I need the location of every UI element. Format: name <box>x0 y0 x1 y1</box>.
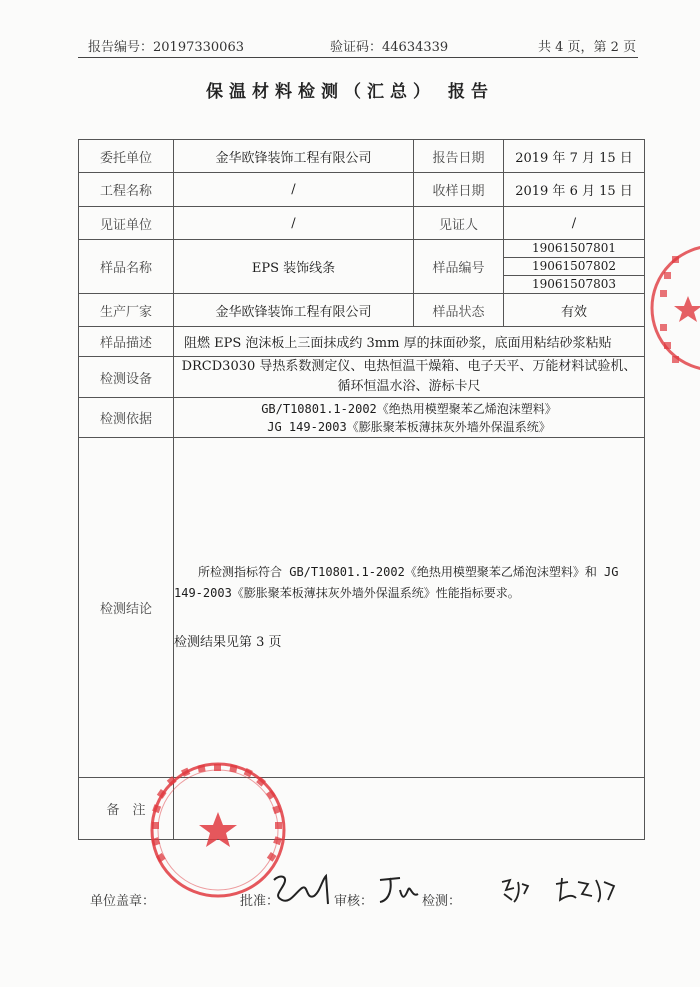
sample-no-label: 样品编号 <box>414 240 504 294</box>
sample-no-cell <box>504 240 645 294</box>
review-label: 审核： <box>334 894 374 909</box>
witness-unit-label: 见证单位 <box>79 207 174 240</box>
equipment-label: 检测设备 <box>79 357 174 398</box>
basis-line-1: GB/T10801.1-2002《绝热用模塑聚苯乙烯泡沫塑料》 <box>261 401 557 416</box>
official-seal-icon <box>148 760 288 900</box>
sample-state-value: 有效 <box>504 294 645 327</box>
witness-label: 见证人 <box>414 207 504 240</box>
test-label: 检测： <box>422 894 462 909</box>
sample-name-value: EPS 装饰线条 <box>174 240 414 294</box>
tester-signature-icon <box>496 874 620 908</box>
manufacturer-value: 金华欧锋装饰工程有限公司 <box>174 294 414 327</box>
row-manufacturer <box>79 294 645 327</box>
report-number: 报告编号：20197330063 <box>88 40 244 55</box>
equipment-line-1: DRCD3030 导热系数测定仪、电热恒温干燥箱、电子天平、万能材料试验机、 <box>181 359 637 374</box>
verify-code: 验证码：44634339 <box>330 40 449 55</box>
reviewer-signature-icon <box>374 874 422 908</box>
report-table <box>78 139 645 840</box>
equipment-line-2: 循环恒温水浴、游标卡尺 <box>337 379 481 394</box>
manufacturer-label: 生产厂家 <box>79 294 174 327</box>
receive-date-value: 2019 年 6 月 15 日 <box>504 173 645 207</box>
row-conclusion <box>79 438 645 778</box>
conclusion-label: 检测结论 <box>79 438 174 778</box>
row-equipment <box>79 357 645 398</box>
row-sample <box>79 240 645 294</box>
row-description <box>79 327 645 357</box>
sample-state-label: 样品状态 <box>414 294 504 327</box>
project-value: / <box>174 173 414 207</box>
equipment-cell <box>174 357 645 398</box>
row-basis <box>79 398 645 438</box>
edge-seal-icon <box>648 238 700 378</box>
row-project <box>79 173 645 207</box>
seal-label: 单位盖章： <box>90 894 156 909</box>
page-count: 共 4 页，第 2 页 <box>538 40 637 55</box>
sample-no-2: 19061507802 <box>504 258 644 276</box>
sample-desc-label: 样品描述 <box>79 327 174 357</box>
report-date-value: 2019 年 7 月 15 日 <box>504 140 645 173</box>
approver-signature-icon <box>270 870 336 910</box>
basis-line-2: JG 149-2003《膨胀聚苯板薄抹灰外墙外保温系统》 <box>267 419 551 434</box>
receive-date-label: 收样日期 <box>414 173 504 207</box>
sample-name-label: 样品名称 <box>79 240 174 294</box>
sample-desc-value: 阻燃 EPS 泡沫板上三面抹成约 3mm 厚的抹面砂浆，底面用粘结砂浆粘贴 <box>174 327 645 357</box>
conclusion-cell <box>174 438 645 778</box>
sample-no-3: 19061507803 <box>532 277 616 291</box>
basis-label: 检测依据 <box>79 398 174 438</box>
header-divider <box>78 57 638 58</box>
row-client <box>79 140 645 173</box>
witness-value: / <box>504 207 645 240</box>
report-date-label: 报告日期 <box>414 140 504 173</box>
approve-label: 批准： <box>240 894 280 909</box>
project-label: 工程名称 <box>79 173 174 207</box>
client-value: 金华欧锋装饰工程有限公司 <box>174 140 414 173</box>
row-witness <box>79 207 645 240</box>
basis-cell <box>174 398 645 438</box>
conclusion-reference: 检测结果见第 3 页 <box>174 634 282 650</box>
witness-unit-value: / <box>174 207 414 240</box>
conclusion-text: 所检测指标符合 GB/T10801.1-2002《绝热用模塑聚苯乙烯泡沫塑料》和 JG 149-2003《膨胀聚苯板薄抹灰外墙外保温系统》性能指标要求。 <box>174 564 619 600</box>
report-title: 保温材料检测（汇总） 报告 <box>206 82 494 102</box>
sample-no-1: 19061507801 <box>504 240 644 258</box>
remarks-label: 备 注 <box>79 778 174 840</box>
client-label: 委托单位 <box>79 140 174 173</box>
